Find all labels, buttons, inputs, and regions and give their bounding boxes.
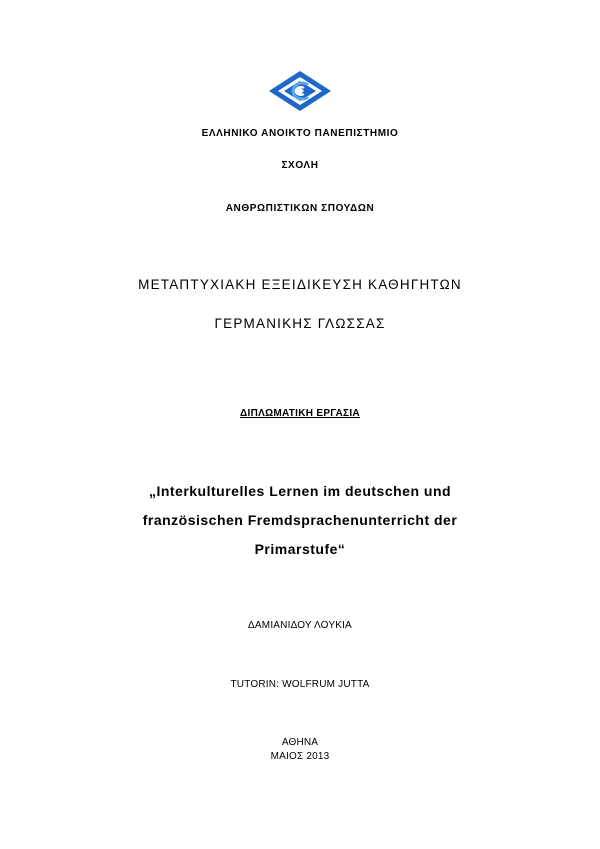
school-label: ΣΧΟΛΗ (281, 160, 319, 171)
tutor-name: TUTORIN: WOLFRUM JUTTA (230, 679, 370, 690)
place: ΑΘΗΝΑ (281, 737, 319, 748)
program-line-2: ΓΕΡΜΑΝΙΚΗΣ ΓΛΩΣΣΑΣ (214, 316, 386, 331)
thesis-title-line-1: „Interkulturelles Lernen im deutschen und (148, 483, 452, 499)
university-name: ΕΛΛΗΝΙΚΟ ΑΝΟΙΚΤΟ ΠΑΝΕΠΙΣΤΗΜΙΟ (201, 128, 399, 139)
program-line-1: ΜΕΤΑΠΤΥΧΙΑΚΗ ΕΞΕΙΔΙΚΕΥΣΗ ΚΑΘΗΓΗΤΩΝ (138, 277, 462, 292)
thesis-title-line-2: französischen Fremdsprachenunterricht der (142, 512, 458, 528)
thesis-title-line-3: Primarstufe“ (254, 541, 346, 557)
thesis-type-label: ΔΙΠΛΩΜΑΤΙΚΗ ΕΡΓΑΣΙΑ (240, 408, 360, 419)
date: ΜΑΙΟΣ 2013 (270, 751, 330, 762)
faculty-name: ΑΝΘΡΩΠΙΣΤΙΚΩΝ ΣΠΟΥΔΩΝ (225, 203, 375, 214)
university-logo-icon (268, 70, 332, 112)
author-name: ΔΑΜΙΑΝΙΔΟΥ ΛΟΥΚΙΑ (248, 620, 352, 631)
